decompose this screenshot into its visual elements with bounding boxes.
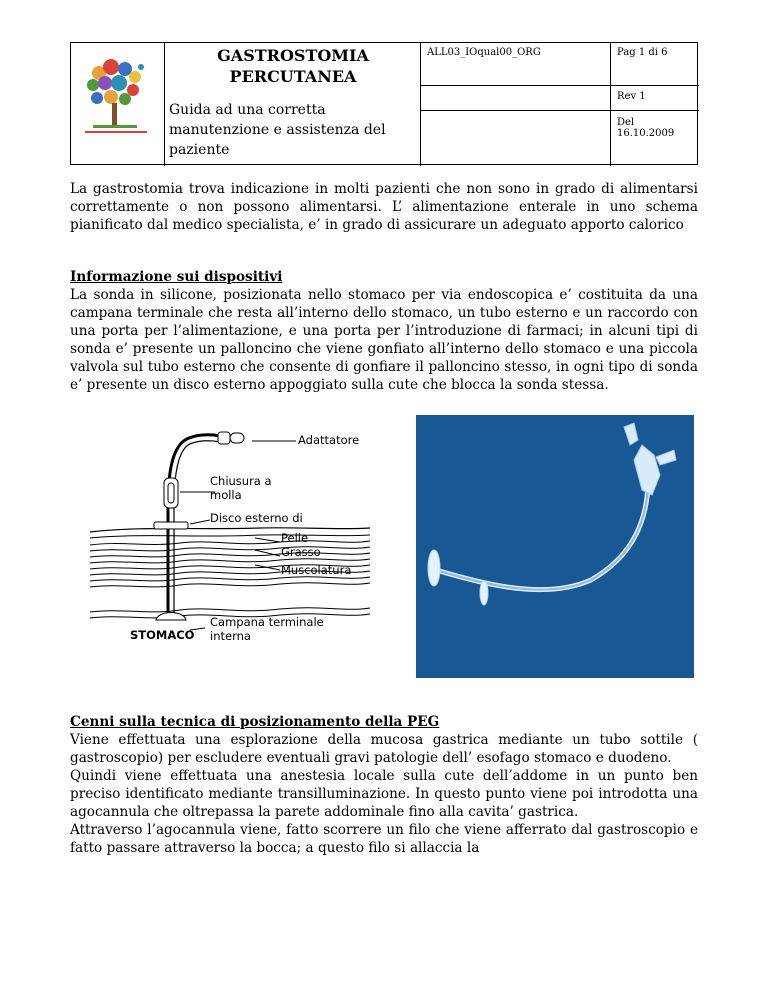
section-text-3: Attraverso l’agocannula viene, fatto scorrere un filo che viene afferrato dal gastroscopio e fatto passare attraverso la bocca; a questo filo si allaccia la xyxy=(70,822,698,856)
section-heading: Cenni sulla tecnica di posizionamento della PEG xyxy=(70,714,440,730)
section-heading: Informazione sui dispositivi xyxy=(70,269,283,285)
peg-tube-image xyxy=(416,415,694,678)
label-muscolatura: Muscolatura xyxy=(281,563,352,577)
label-pelle-grasso: Pelle Grasso xyxy=(281,531,321,559)
revision: Rev 1 xyxy=(611,86,699,111)
page-number: Pag 1 di 6 xyxy=(611,43,699,86)
title-cell xyxy=(165,43,421,166)
empty-cell xyxy=(421,111,611,166)
section-devices xyxy=(70,268,698,394)
document-code: ALL03_IOqual00_ORG xyxy=(421,43,611,86)
title-line-1: GASTROSTOMIA xyxy=(217,46,369,65)
section-technique xyxy=(70,713,698,857)
revision-date: Del 16.10.2009 xyxy=(617,117,675,139)
section-text: La sonda in silicone, posizionata nello stomaco per via endoscopica e’ costituita da una campana terminale che resta all’interno dello stomaco, un tubo esterno e un raccordo con una porta per l’alimentazione, e una porta per l’introduzione di farmaci; in alcuni tipi di sonda e’ presente un palloncino che viene gonfiato all’interno dello stomaco e una piccola valvola sul tubo esterno che consente di gonfiare il palloncino stesso, in ogni tipo di sonda e’ presente un disco esterno appoggiato sulla cute che blocca la sonda stessa. xyxy=(70,287,698,393)
intro-paragraph xyxy=(70,180,698,234)
document-title xyxy=(165,45,421,87)
intro-text: La gastrostomia trova indicazione in molti pazienti che non sono in grado di alimentarsi correttamente o non possono alimentarsi. L’ alimentazione enterale in uno schema pianificato dal medico specialista, e’ in grado di assicurare un adeguato apporto calorico xyxy=(70,181,698,233)
logo-tree-icon xyxy=(85,59,147,133)
label-campana: Campana terminale interna xyxy=(210,615,324,643)
peg-tube-photo xyxy=(416,415,694,678)
empty-cell xyxy=(421,86,611,111)
document-subtitle: Guida ad una corretta manutenzione e assistenza del paziente xyxy=(169,102,386,158)
label-chiusura: Chiusura a molla xyxy=(210,474,272,502)
label-stomaco: STOMACO xyxy=(130,628,195,642)
organization-logo xyxy=(71,43,165,166)
document-header xyxy=(70,42,698,165)
title-line-2: PERCUTANEA xyxy=(229,67,357,86)
section-text-1: Viene effettuata una esplorazione della mucosa gastrica mediante un tubo sottile ( gastroscopio) per escludere eventuali gravi patologie dell’ esofago stomaco e duodeno. xyxy=(70,732,698,766)
label-adattatore: Adattatore xyxy=(298,433,360,447)
section-text-2: Quindi viene effettuata una anestesia locale sulla cute dell’addome in un punto ben preciso identificato mediante transilluminazione. In questo punto viene poi introdotta una agocannula che oltrepassa la parete addominale fino alla cavita’ gastrica. xyxy=(70,768,698,820)
logo-cell xyxy=(71,43,165,166)
label-disco: Disco esterno di xyxy=(210,511,303,525)
